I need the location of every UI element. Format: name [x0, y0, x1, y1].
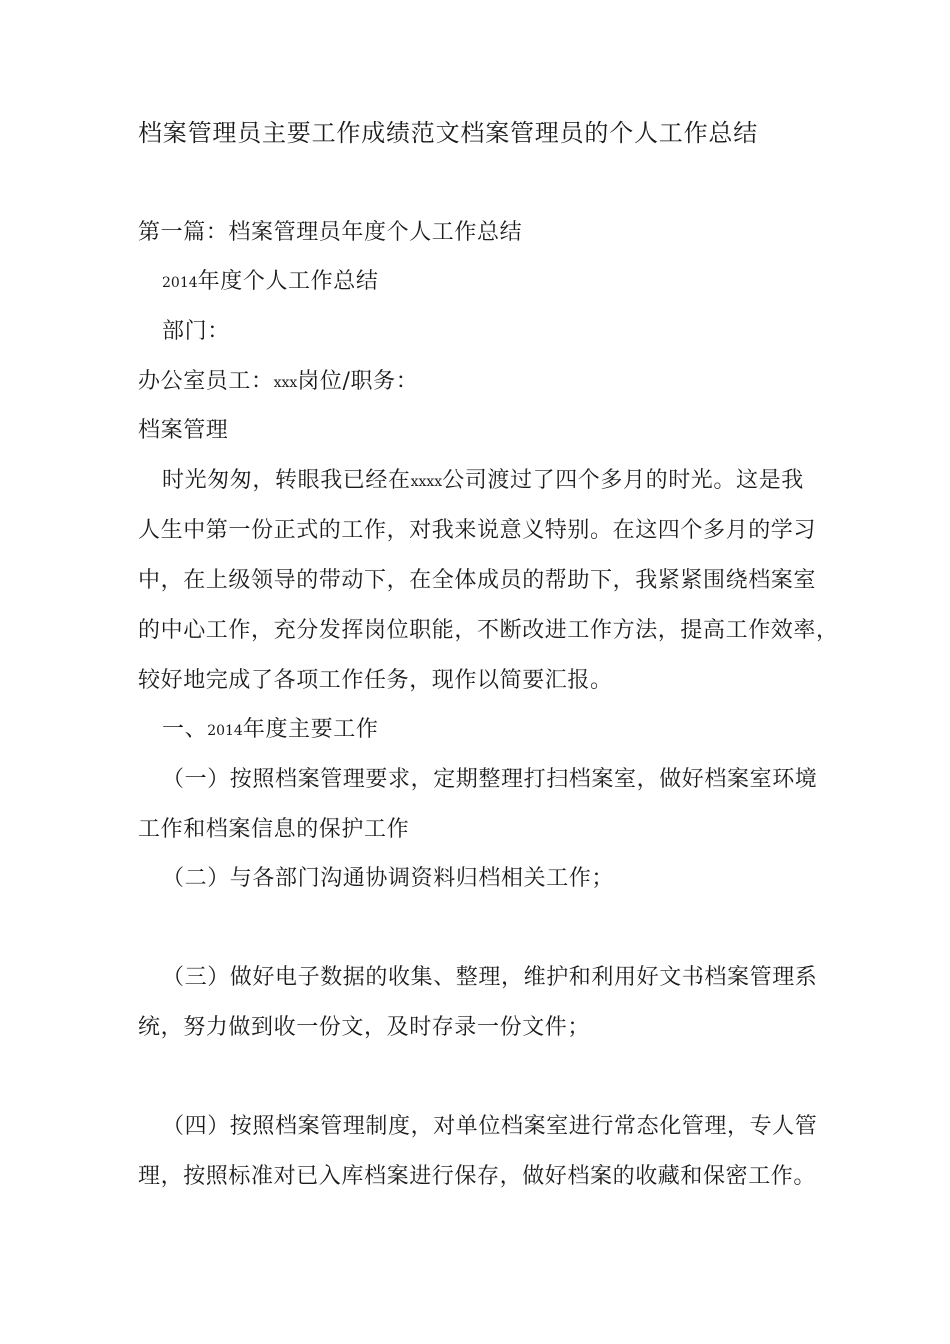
- section-heading: 第一篇：档案管理员年度个人工作总结: [138, 220, 523, 245]
- item-4-line-1: （四）按照档案管理制度，对单位档案室进行常态化管理，专人管: [162, 1114, 818, 1139]
- staff-suffix: 岗位/职务：: [297, 369, 419, 394]
- intro-line-2: 人生中第一份正式的工作，对我来说意义特别。在这四个多月的学习: [138, 518, 817, 543]
- intro-line-3: 中，在上级领导的带动下，在全体成员的帮助下，我紧紧围绕档案室: [138, 568, 817, 593]
- item-4-line-2: 理，按照标准对已入库档案进行保存，做好档案的收藏和保密工作。: [138, 1164, 817, 1189]
- department-label: 部门：: [162, 319, 230, 344]
- staff-name: xxx: [273, 375, 298, 391]
- intro-text-end: 公司渡过了四个多月的时光。这是我: [442, 468, 804, 493]
- subtitle-year: 2014: [162, 275, 198, 291]
- item-1-line-1: （一）按照档案管理要求，定期整理打扫档案室，做好档案室环境: [162, 767, 818, 792]
- main-work-year: 2014: [207, 723, 243, 739]
- staff-prefix: 办公室员工：: [138, 369, 274, 394]
- intro-text-start: 时光匆匆，转眼我已经在: [162, 468, 411, 493]
- staff-line: [138, 368, 418, 397]
- item-1-line-2: 工作和档案信息的保护工作: [138, 817, 410, 842]
- item-2: （二）与各部门沟通协调资料归档相关工作；: [162, 866, 615, 891]
- main-work-prefix: 一、: [162, 717, 208, 742]
- document-title: 档案管理员主要工作成绩范文档案管理员的个人工作总结: [138, 119, 758, 147]
- intro-line-1: [162, 467, 804, 496]
- item-3-line-2: 统，努力做到收一份文，及时存录一份文件；: [138, 1015, 591, 1040]
- subtitle-text: 年度个人工作总结: [197, 269, 379, 294]
- main-work-text: 年度主要工作: [242, 717, 379, 742]
- item-3-line-1: （三）做好电子数据的收集、整理，维护和利用好文书档案管理系: [162, 965, 818, 990]
- company-placeholder: xxxx: [410, 474, 443, 490]
- main-work-heading: [162, 716, 378, 745]
- subtitle-line: [162, 268, 378, 297]
- intro-line-4: 的中心工作，充分发挥岗位职能，不断改进工作方法，提高工作效率，: [138, 618, 839, 643]
- intro-line-5: 较好地完成了各项工作任务，现作以简要汇报。: [138, 668, 613, 693]
- position-value: 档案管理: [138, 418, 229, 443]
